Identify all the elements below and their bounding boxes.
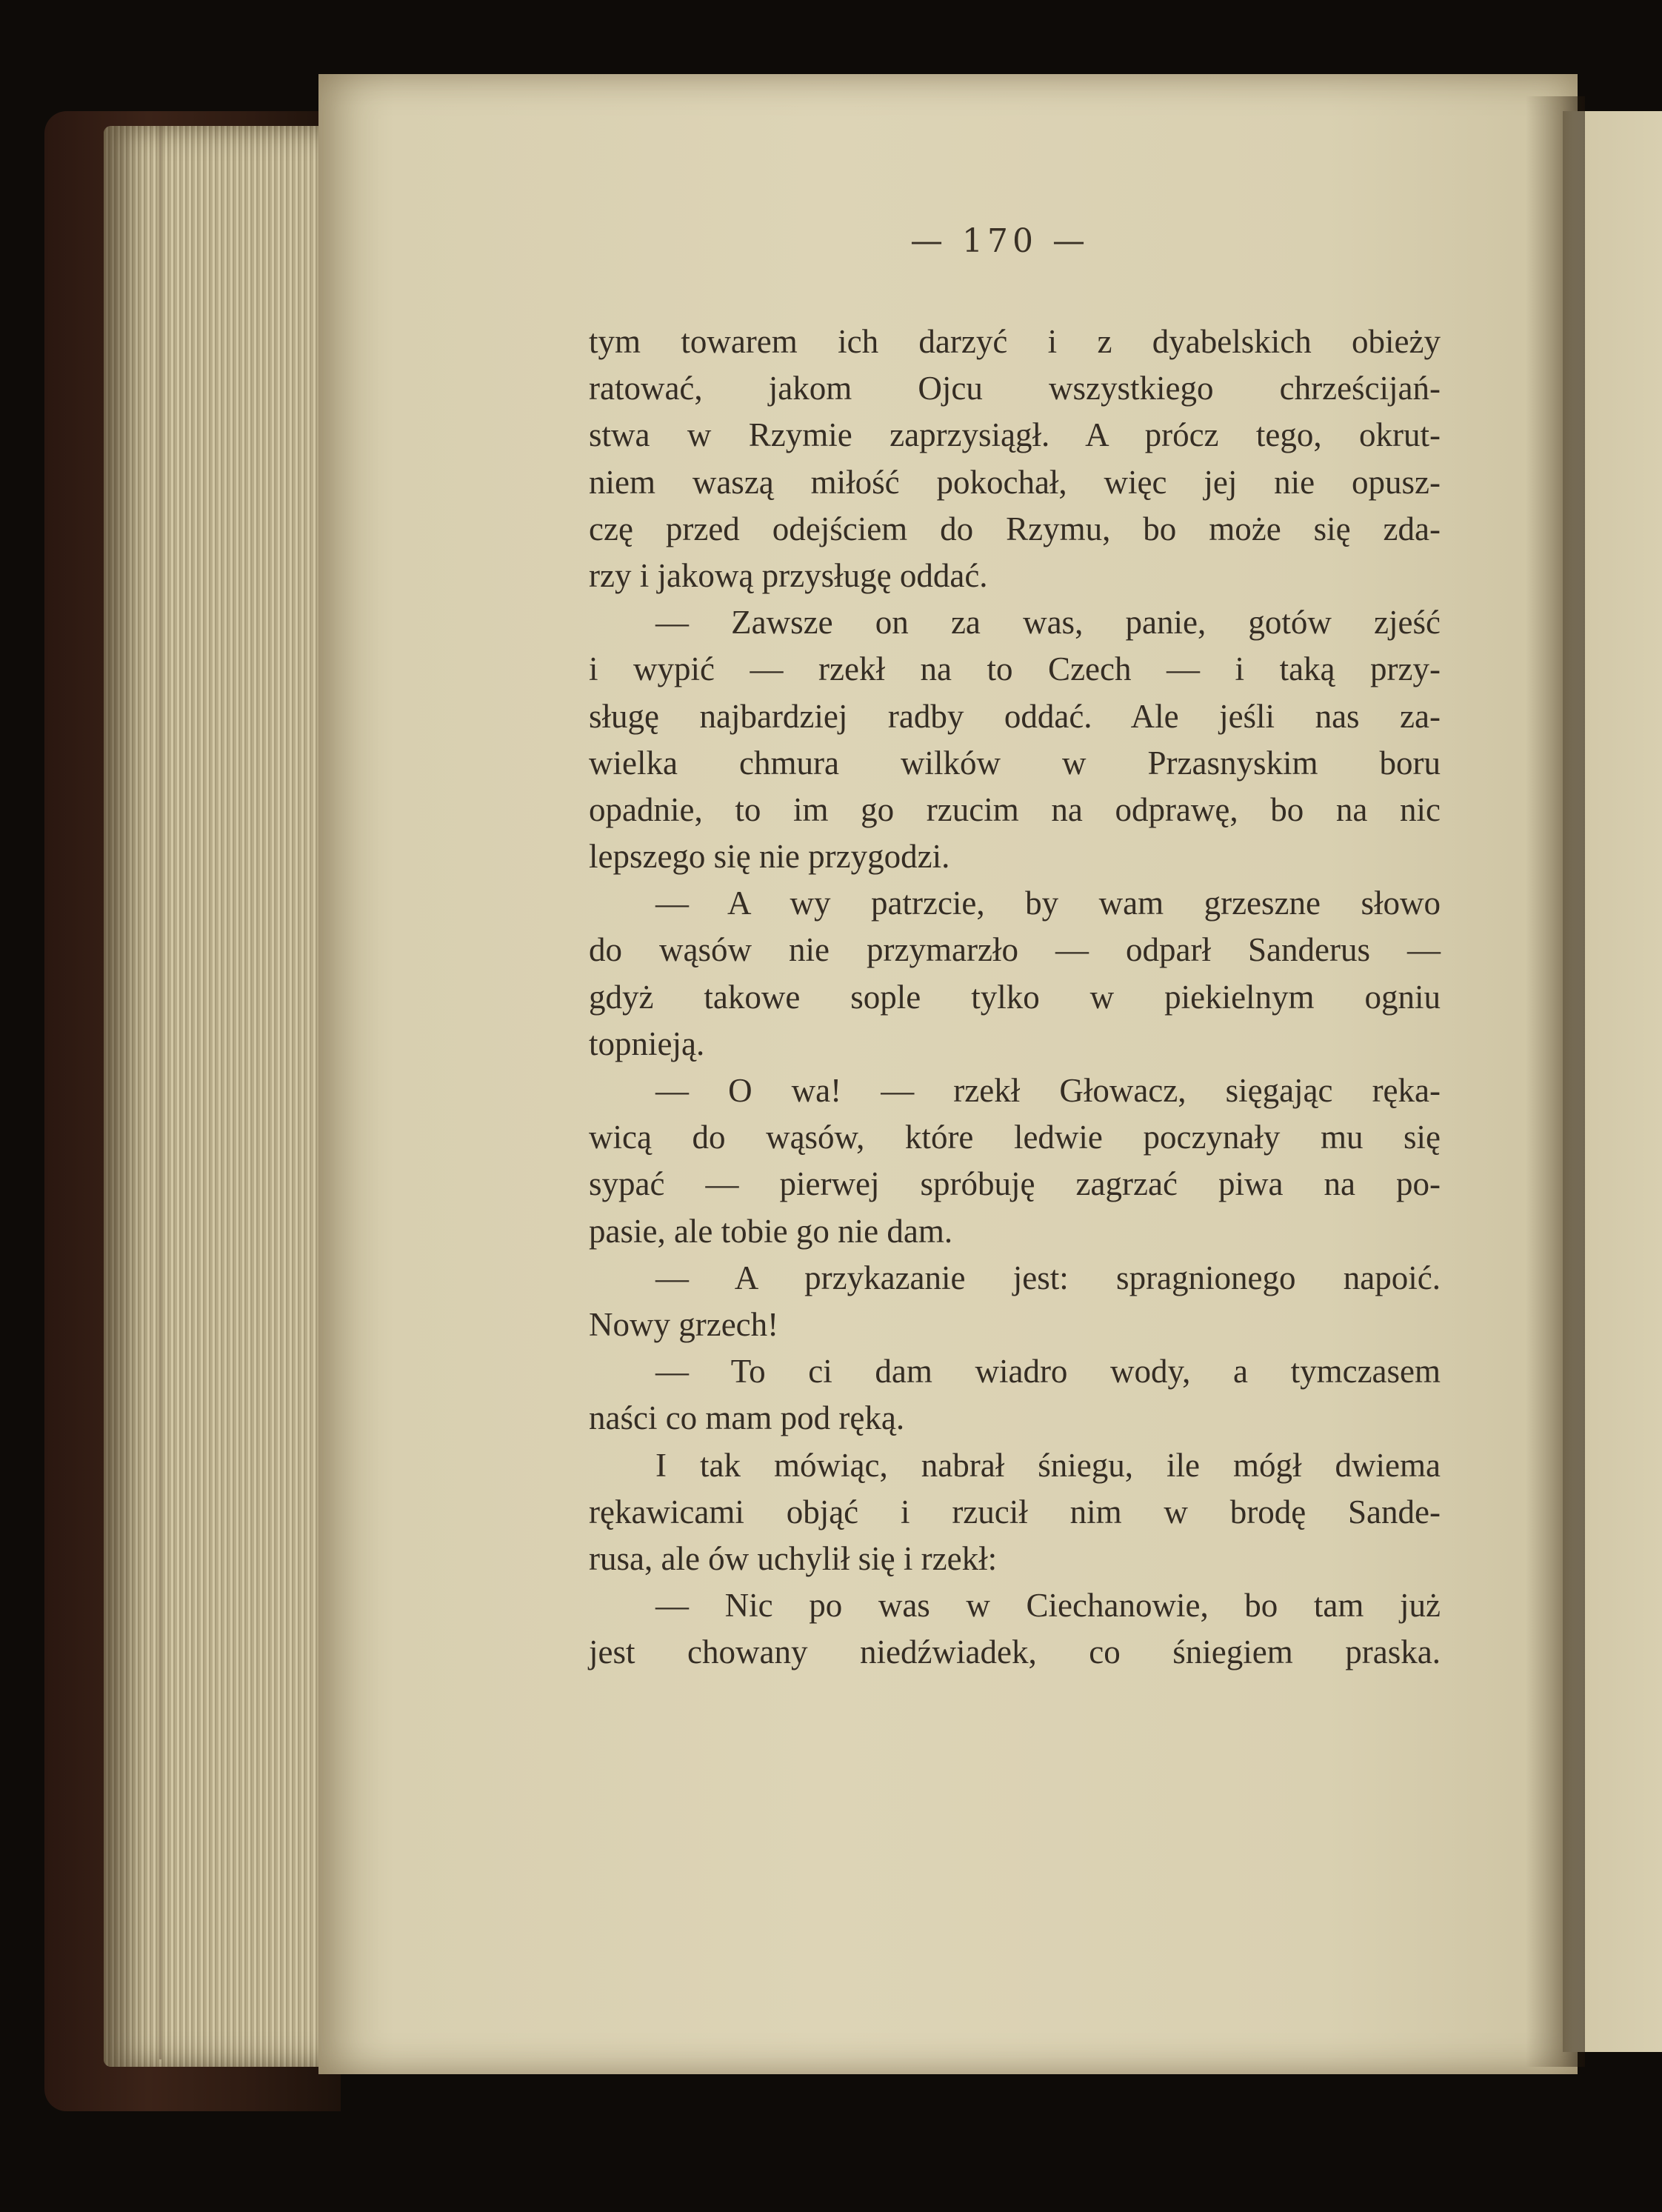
text-line: sługę najbardziej radby oddać. Ale jeśli nas za- bbox=[589, 697, 1441, 735]
text-line: — A przykazanie jest: spragnionego napoić. bbox=[655, 1259, 1441, 1296]
text-line: do wąsów nie przymarzło — odparł Sanderus — bbox=[589, 931, 1441, 969]
text-line: czę przed odejściem do Rzymu, bo może się zda- bbox=[589, 510, 1441, 547]
text-line: sypać — pierwej spróbuję zagrzać piwa na po- bbox=[589, 1165, 1441, 1203]
text-line: — A wy patrzcie, by wam grzeszne słowo bbox=[655, 885, 1441, 922]
text-line: rzy i jakową przysługę oddać. bbox=[589, 556, 988, 594]
text-line: lepszego się nie przygodzi. bbox=[589, 838, 950, 876]
page-number: — 170 — bbox=[910, 222, 1089, 260]
gutter-shadow bbox=[1526, 96, 1585, 2067]
text-line: pasie, ale tobie go nie dam. bbox=[589, 1212, 953, 1250]
text-line: stwa w Rzymie zaprzysiągł. A prócz tego, okrut- bbox=[589, 416, 1441, 454]
page-edge-line bbox=[159, 126, 161, 2059]
text-line: gdyż takowe sople tylko w piekielnym ogniu bbox=[589, 978, 1441, 1016]
text-line: — To ci dam wiadro wody, a tymczasem bbox=[655, 1353, 1441, 1390]
text-line: naści co mam pod ręką. bbox=[589, 1399, 905, 1437]
text-line: niem waszą miłość pokochał, więc jej nie opusz- bbox=[589, 463, 1441, 501]
text-line: — O wa! — rzekł Głowacz, sięgając ręka- bbox=[655, 1072, 1441, 1109]
text-line: opadnie, to im go rzucim na odprawę, bo na nic bbox=[589, 790, 1441, 828]
text-line: topnieją. bbox=[589, 1025, 705, 1062]
text-line: ratować, jakom Ojcu wszystkiego chrześcijań- bbox=[589, 370, 1441, 407]
text-line: jest chowany niedźwiadek, co śniegiem praska. bbox=[589, 1633, 1441, 1671]
text-line: i wypić — rzekł na to Czech — i taką przy- bbox=[589, 650, 1441, 688]
text-line: I tak mówiąc, nabrał śniegu, ile mógł dwiema bbox=[655, 1446, 1441, 1484]
text-line: wielka chmura wilków w Przasnyskim boru bbox=[589, 744, 1441, 782]
page-edges bbox=[104, 126, 326, 2067]
text-line: rusa, ale ów uchylił się i rzekł: bbox=[589, 1539, 998, 1577]
page-text bbox=[589, 319, 1441, 1676]
text-line: rękawicami objąć i rzucił nim w brodę Sande- bbox=[589, 1493, 1441, 1530]
text-line: wicą do wąsów, które ledwie poczynały mu się bbox=[589, 1119, 1441, 1156]
text-line: — Nic po was w Ciechanowie, bo tam już bbox=[655, 1587, 1441, 1625]
text-line: — Zawsze on za was, panie, gotów zjeść bbox=[655, 604, 1441, 642]
text-line: tym towarem ich darzyć i z dyabelskich obieży bbox=[589, 323, 1441, 360]
text-line: Nowy grzech! bbox=[589, 1305, 779, 1343]
